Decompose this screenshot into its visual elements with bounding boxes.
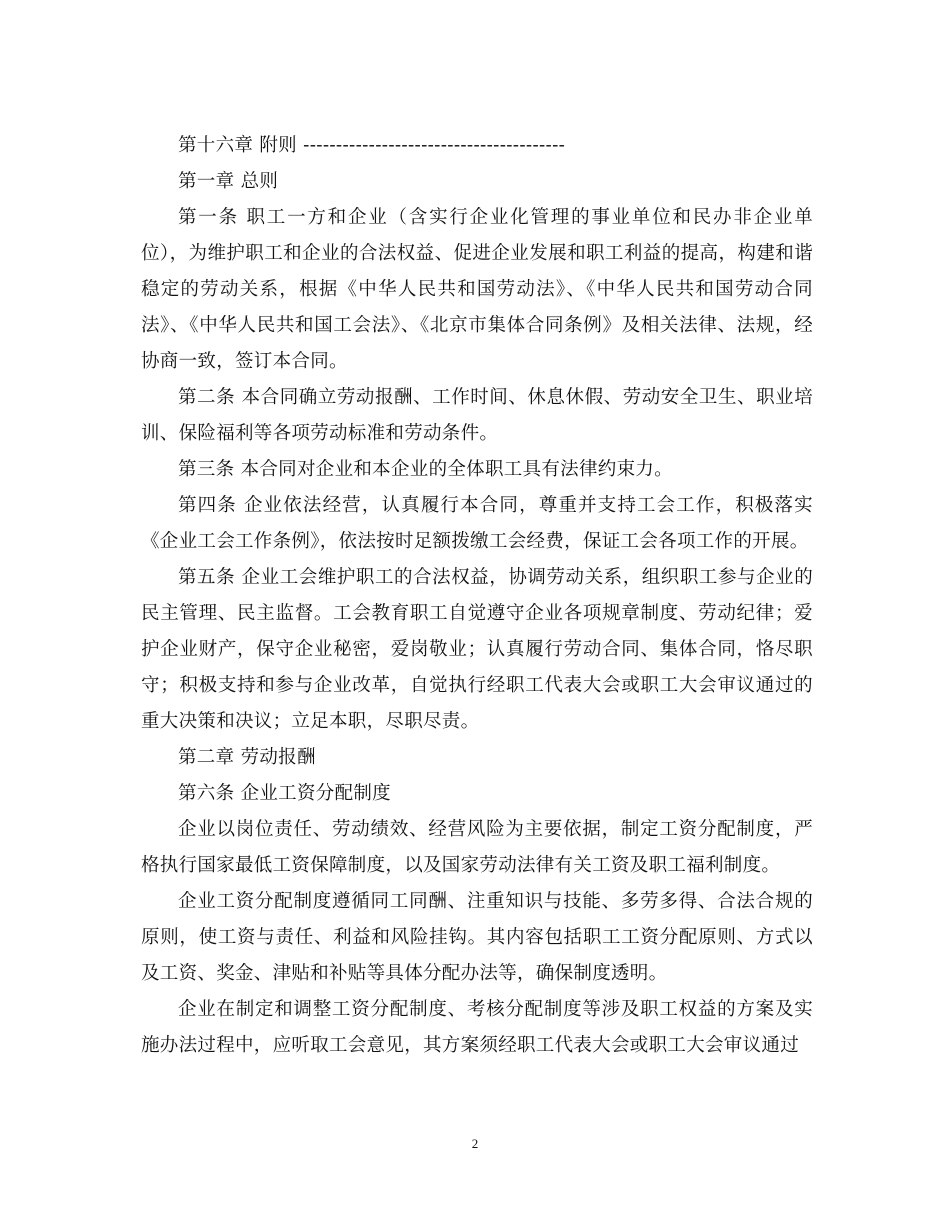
page-number: 2 [471,1136,479,1151]
paragraph-article-6-body-3: 企业在制定和调整工资分配制度、考核分配制度等涉及职工权益的方案及实施办法过程中，应听取工会意见，其方案须经职工代表大会或职工大会审议通过 [141,999,813,1056]
paragraph-chapter1-heading: 第一章 总则 [178,171,279,192]
paragraph-chapter16-heading: 第十六章 附则 ---------------------------------------- [178,135,566,156]
paragraph-article-4: 第四条 企业依法经营，认真履行本合同，尊重并支持工会工作，积极落实《企业工会工作条例》，依法按时足额拨缴工会经费，保证工会各项工作的开展。 [141,495,813,552]
paragraph-article-6-heading: 第六条 企业工资分配制度 [178,783,391,804]
paragraph-article-2: 第二条 本合同确立劳动报酬、工作时间、休息休假、劳动安全卫生、职业培训、保险福利等各项劳动标准和劳动条件。 [141,387,813,444]
paragraph-chapter2-heading: 第二章 劳动报酬 [178,747,316,768]
paragraph-article-1: 第一条 职工一方和企业（含实行企业化管理的事业单位和民办非企业单位），为维护职工和企业的合法权益、促进企业发展和职工利益的提高，构建和谐稳定的劳动关系，根据《中华人民共和国劳动法》、《中华人民共和国劳动合同法》、《中华人民共和国工会法》、《北京市集体合同条例》及相关法律、法规，经协商一致，签订本合同。 [141,207,813,372]
document-body [141,128,813,1064]
paragraph-article-6-body-1: 企业以岗位责任、劳动绩效、经营风险为主要依据，制定工资分配制度，严格执行国家最低工资保障制度，以及国家劳动法律有关工资及职工福利制度。 [141,819,813,876]
paragraph-article-5: 第五条 企业工会维护职工的合法权益，协调劳动关系，组织职工参与企业的民主管理、民主监督。工会教育职工自觉遵守企业各项规章制度、劳动纪律；爱护企业财产，保守企业秘密，爱岗敬业；认真履行劳动合同、集体合同，恪尽职守；积极支持和参与企业改革，自觉执行经职工代表大会或职工大会审议通过的重大决策和决议；立足本职，尽职尽责。 [141,567,813,732]
paragraph-article-6-body-2: 企业工资分配制度遵循同工同酬、注重知识与技能、多劳多得、合法合规的原则，使工资与责任、利益和风险挂钩。其内容包括职工工资分配原则、方式以及工资、奖金、津贴和补贴等具体分配办法等，确保制度透明。 [141,891,813,984]
paragraph-article-3: 第三条 本合同对企业和本企业的全体职工具有法律约束力。 [178,459,673,480]
